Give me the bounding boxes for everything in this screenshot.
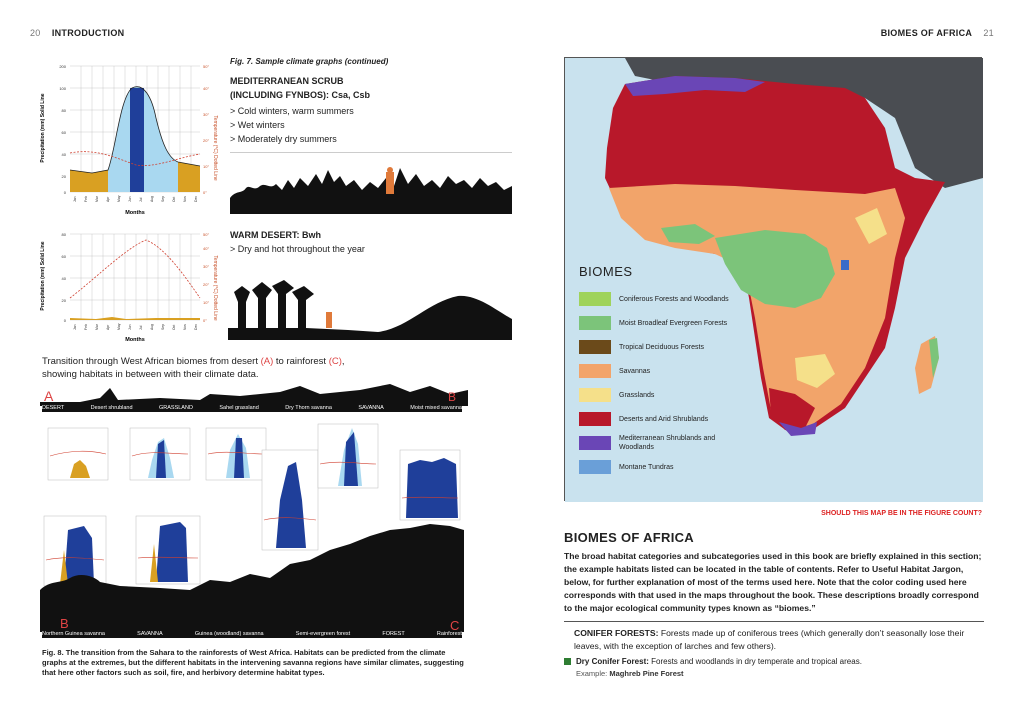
habitat-label: Sahel grassland — [219, 405, 259, 411]
transition-bottom-silhouette — [40, 520, 464, 637]
graph1-month: Mar — [95, 196, 99, 202]
legend-item — [579, 431, 729, 455]
graph2-month: Oct — [172, 324, 176, 330]
graph2-month: Nov — [183, 323, 187, 330]
marker-c: C — [450, 618, 460, 633]
legend-swatch — [579, 340, 611, 354]
mediterranean-heading-line2: (INCLUDING FYNBOS): Csa, Csb — [230, 90, 371, 100]
list-item: > Cold winters, warm summers — [230, 106, 354, 116]
graph1-ytick-right: 10° — [203, 164, 210, 169]
legend-label: Grasslands — [619, 391, 655, 399]
graph2-month: Dec — [194, 323, 198, 330]
right-page — [512, 0, 1024, 719]
mini-chart — [318, 424, 378, 488]
graph1-month: Nov — [183, 195, 187, 202]
figure7-caption: Fig. 7. Sample climate graphs (continued) — [230, 57, 389, 66]
graph1-ytick-right: 40° — [203, 86, 210, 91]
graph1-ytick: 200 — [59, 64, 66, 69]
climate-graph-mediterranean — [36, 58, 216, 218]
climate-graph-desert — [36, 228, 216, 346]
subcategory-term: Dry Conifer Forest: — [576, 657, 649, 666]
section-body: The broad habitat categories and subcategories used in this book are briefly explained in this section; the example habitats listed can be located in the table of contents. Refer to Useful Habitat Jargon, below, for further explanation of most of the terms used here. Note that the color coding used here corresponds with that used in the maps throughout the book. These descriptions broadly correspond to the major ecological community types known as “biomes.” — [564, 551, 982, 613]
desert-heading: WARM DESERT: Bwh — [230, 230, 321, 240]
graph1-month: Jun — [128, 196, 132, 202]
graph2-month: Sep — [161, 323, 165, 330]
graph2-xlabel: Months — [125, 337, 145, 343]
legend-swatch — [579, 316, 611, 330]
mediterranean-bullets — [230, 104, 354, 146]
subcategory-definition: Forests and woodlands in dry temperate and tropical areas. — [648, 657, 862, 666]
legend-swatch — [579, 364, 611, 378]
graph2-ytick: 40 — [61, 276, 66, 281]
graph2-precip-area — [70, 317, 200, 320]
graph1-ytick: 20 — [61, 174, 66, 179]
habitat-label: Northern Guinea savanna — [42, 631, 105, 637]
legend-swatch — [579, 388, 611, 402]
habitat-label: DESERT — [42, 405, 65, 411]
legend-swatch — [579, 412, 611, 426]
mini-chart — [130, 428, 190, 480]
desert-bullets — [230, 242, 365, 256]
marker-a: A — [44, 388, 54, 404]
graph1-month: Dec — [194, 195, 198, 202]
graph1-month: Aug — [150, 195, 154, 202]
graph1-xlabel: Months — [125, 210, 145, 216]
graph2-ylabel-right: Temperature (°C) Dotted Line — [212, 255, 218, 321]
graph2-month: Apr — [106, 324, 110, 330]
graph1-ylabel-left: Precipitation (mm) Solid Line — [40, 93, 46, 163]
running-head-left — [30, 28, 124, 38]
habitat-label: Dry Thorn savanna — [285, 405, 332, 411]
graph1-month: Feb — [84, 196, 88, 202]
habitat-label: SAVANNA — [137, 631, 163, 637]
habitat-label: Rainforest — [436, 631, 462, 637]
transition-title — [42, 355, 345, 381]
graph2-temp-line — [70, 240, 200, 298]
mediterranean-heading — [230, 74, 370, 102]
graph2-ytick: 20 — [61, 298, 66, 303]
graph2-month: Jun — [128, 324, 132, 330]
habitat-label: SAVANNA — [358, 405, 384, 411]
legend-label: Deserts and Arid Shrublands — [619, 415, 709, 423]
legend-label: Tropical Deciduous Forests — [619, 343, 704, 351]
graph1-ytick: 60 — [61, 130, 66, 135]
graph1-ytick: 80 — [61, 108, 66, 113]
marker-b-bottom: B — [60, 616, 69, 631]
legend-swatch — [579, 436, 611, 450]
page-number-right: 21 — [983, 28, 994, 38]
graph1-ytick: 100 — [59, 86, 66, 91]
graph2-month: Feb — [84, 324, 88, 330]
graph1-month: Sep — [161, 195, 165, 202]
transition-title-line2: showing habitats in between with their climate data. — [42, 369, 259, 380]
graph1-ytick: 40 — [61, 152, 66, 157]
dry-conifer-entry — [564, 656, 984, 680]
graph2-month: Mar — [95, 324, 99, 330]
running-title-right: BIOMES OF AFRICA — [880, 28, 973, 38]
running-title-left: INTRODUCTION — [51, 28, 125, 38]
legend-label: Mediterranean Shrublands and Woodlands — [619, 435, 716, 451]
list-item: > Moderately dry summers — [230, 134, 337, 144]
graph2-ytick-right: 10° — [203, 300, 210, 305]
graph1-month: May — [117, 195, 121, 202]
graph1-ytick-right: 30° — [203, 112, 210, 117]
graph2-ytick: 80 — [61, 232, 66, 237]
graph2-ytick-right: 50° — [203, 232, 210, 237]
graph1-month-ticks — [73, 195, 198, 202]
graph1-ytick-right: 20° — [203, 138, 210, 143]
running-head-right — [881, 28, 994, 38]
habitat-label: Guinea (woodland) savanna — [194, 631, 264, 637]
desert-silhouette — [228, 272, 514, 347]
graph1-ytick-right: 50° — [203, 64, 210, 69]
graph2-ylabel-left: Precipitation (mm) Solid Line — [40, 241, 46, 311]
mini-chart — [400, 450, 460, 520]
section-divider — [564, 621, 984, 622]
subcategory-marker — [564, 658, 571, 665]
list-item: > Dry and hot throughout the year — [230, 244, 365, 254]
transition-title-part1: Transition through West African biomes from desert — [42, 356, 261, 367]
graph1-ylabel-right: Temperature (°C) Dotted Line — [212, 115, 218, 181]
biomes-map — [564, 57, 982, 501]
graph2-ytick: 0 — [63, 318, 66, 323]
graph2-month: Jan — [73, 324, 77, 330]
habitat-label: Moist mixed savanna — [410, 405, 462, 411]
conifer-definition: Forests made up of coniferous trees (which generally don’t seasonally lose their leaves, with the exception of larches and few others). — [574, 628, 965, 651]
graph1-month: Jan — [73, 196, 77, 202]
example-value: Maghreb Pine Forest — [609, 669, 684, 678]
legend-item — [579, 287, 729, 311]
editor-note: SHOULD THIS MAP BE IN THE FIGURE COUNT? — [821, 510, 982, 517]
graph1-month: Apr — [106, 196, 110, 202]
transition-title-c: (C) — [328, 356, 342, 367]
mediterranean-silhouette — [230, 160, 512, 221]
page-number-left: 20 — [30, 28, 41, 38]
example-label: Example: — [576, 669, 610, 678]
habitat-label: Semi-evergreen forest — [295, 631, 351, 637]
transition-title-a: (A) — [260, 356, 274, 367]
habitat-label: GRASSLAND — [158, 405, 193, 411]
legend-label: Savannas — [619, 367, 651, 375]
habitat-label: Desert shrubland — [90, 405, 133, 411]
graph1-ytick-right: 0° — [203, 190, 207, 195]
graph1-ytick: 0 — [63, 190, 66, 195]
section-title: BIOMES OF AFRICA — [564, 530, 694, 545]
transition-title-part3: , — [341, 356, 345, 367]
graph2-ytick: 60 — [61, 254, 66, 259]
divider — [230, 152, 512, 153]
graph2-month: Aug — [150, 323, 154, 330]
figure8-caption: Fig. 8. The transition from the Sahara to the rainforests of West Africa. Habitats can be predicted from the climate graphs at the extremes, but the different habitats in the intervening savanna regions have similar climates, suggesting that here other factors such as soil, fire, and herbivory determine habitat types. — [42, 648, 464, 677]
transition-title-part2: to rainforest — [273, 356, 329, 367]
graph2-month: May — [117, 323, 121, 330]
mediterranean-heading-line1: MEDITERRANEAN SCRUB — [230, 76, 344, 86]
mini-chart — [206, 428, 266, 480]
legend-label: Moist Broadleaf Evergreen Forests — [619, 319, 728, 327]
graph1-very-wet-area — [130, 88, 144, 192]
map-legend — [579, 264, 729, 479]
legend-item — [579, 455, 729, 479]
legend-item — [579, 335, 729, 359]
habitat-label: FOREST — [382, 631, 405, 637]
graph2-month: Jul — [139, 325, 143, 330]
graph2-grid — [70, 234, 200, 320]
legend-label: Montane Tundras — [619, 463, 674, 471]
marker-b-top: B — [448, 390, 457, 404]
graph2-ytick-right: 30° — [203, 264, 210, 269]
list-item: > Wet winters — [230, 120, 285, 130]
graph2-ytick-right: 40° — [203, 246, 210, 251]
conifer-forests-entry — [574, 627, 974, 653]
legend-title: BIOMES — [579, 264, 633, 279]
legend-label: Coniferous Forests and Woodlands — [619, 295, 729, 303]
legend-item — [579, 383, 729, 407]
graph1-month: Jul — [139, 197, 143, 202]
legend-item — [579, 311, 729, 335]
graph1-month: Oct — [172, 196, 176, 202]
legend-item — [579, 359, 729, 383]
conifer-term: CONIFER FORESTS: — [574, 628, 659, 638]
mini-chart — [48, 428, 108, 480]
transition-top-labels — [42, 404, 462, 412]
legend-swatch — [579, 460, 611, 474]
legend-swatch — [579, 292, 611, 306]
graph2-ytick-right: 20° — [203, 282, 210, 287]
legend-item — [579, 407, 729, 431]
transition-bottom-labels — [42, 630, 462, 638]
graph2-ytick-right: 0° — [203, 318, 207, 323]
